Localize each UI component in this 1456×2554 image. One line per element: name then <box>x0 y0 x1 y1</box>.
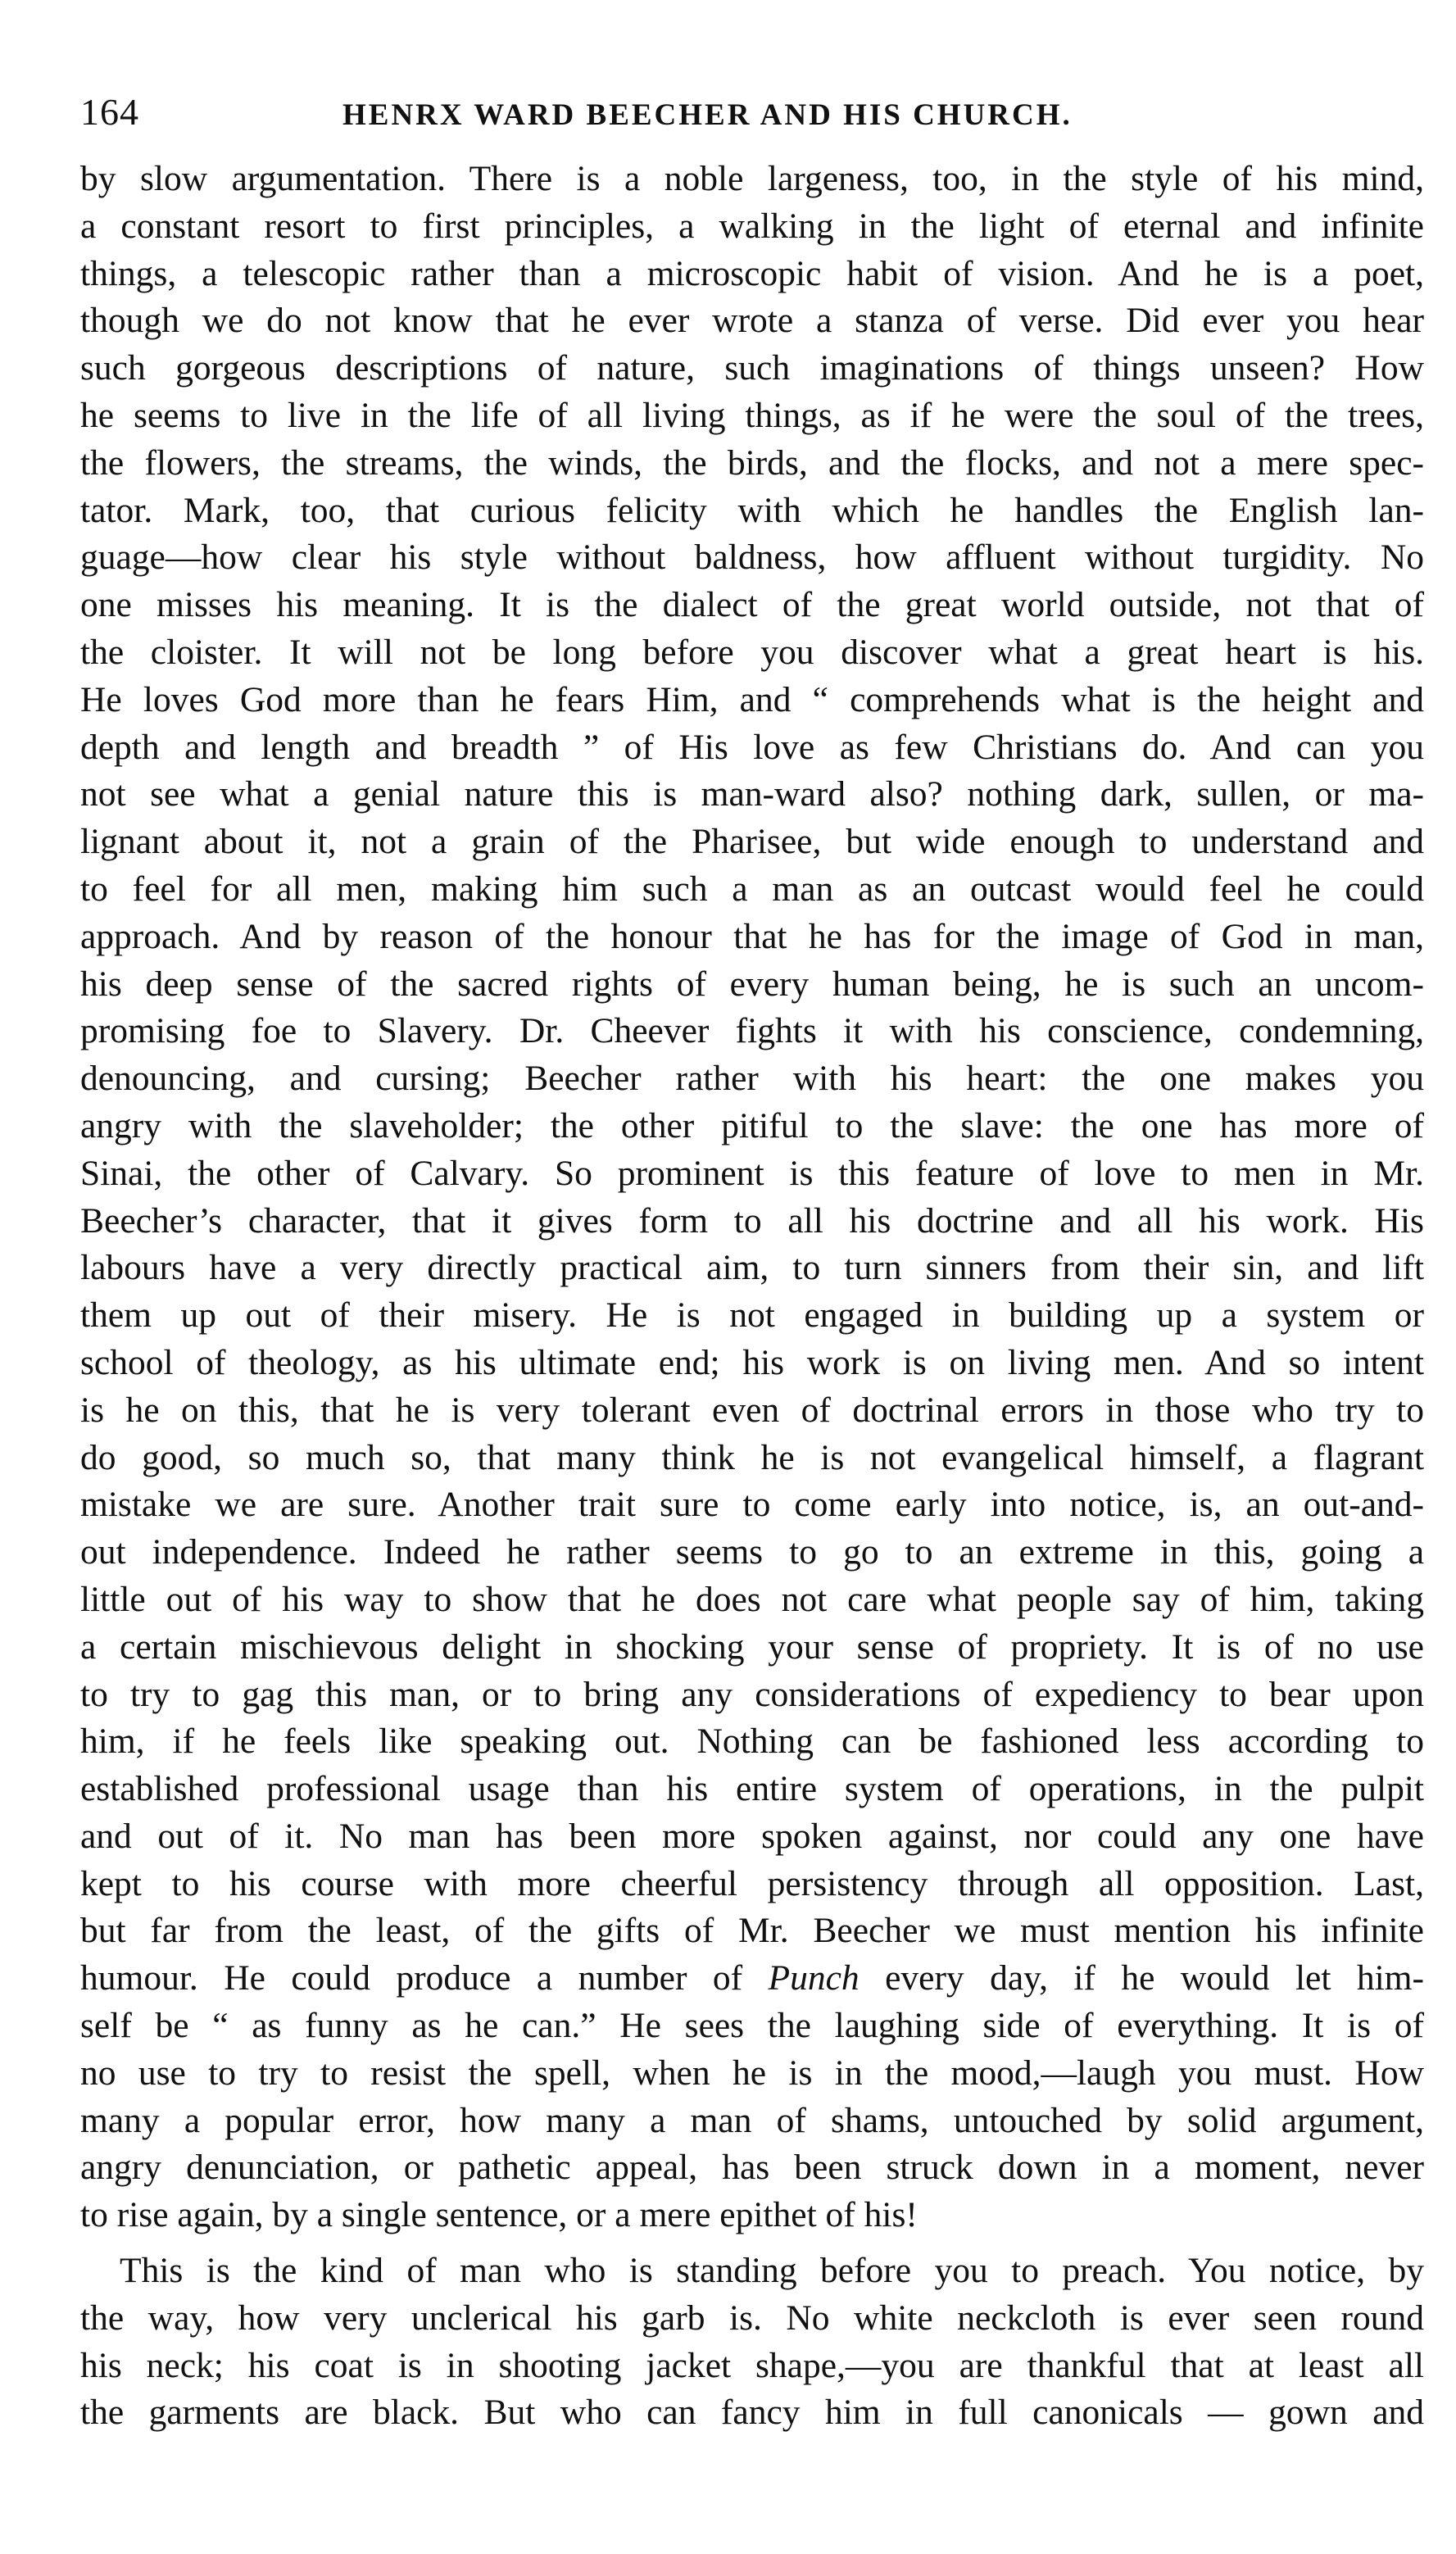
text-line: angry denunciation, or pathetic appeal, has been struck down in a moment, never <box>80 2148 1424 2188</box>
page-header <box>80 90 1427 147</box>
text-line: is he on this, that he is very tolerant even of doctrinal errors in those who try to <box>80 1390 1424 1430</box>
text-line: little out of his way to show that he does not care what people say of him, taking <box>80 1579 1424 1619</box>
text-line: a certain mischievous delight in shocking your sense of propriety. It is of no use <box>80 1626 1424 1667</box>
text-line: to try to gag this man, or to bring any considerations of expediency to bear upon <box>80 1674 1424 1714</box>
text-line: though we do not know that he ever wrote a stanza of verse. Did ever you hear <box>80 301 1424 341</box>
text-line: to rise again, by a single sentence, or a mere epithet of his! <box>80 2195 918 2235</box>
text-line: them up out of their misery. He is not engaged in building up a system or <box>80 1295 1424 1336</box>
text-line: by slow argumentation. There is a noble largeness, too, in the style of his mind, <box>80 159 1424 198</box>
text-line: depth and length and breadth ” of His love as few Christians do. And can you <box>80 727 1424 767</box>
text-line: one misses his meaning. It is the dialect of the great world outside, not that of <box>80 585 1424 625</box>
text-line: the garments are black. But who can fancy him in full canonicals — gown and <box>80 2393 1424 2433</box>
paragraph <box>80 2248 1424 2437</box>
text-line: out independence. Indeed he rather seems to go to an extreme in this, going a <box>80 1532 1424 1572</box>
text-line: guage—how clear his style without baldness, how affluent without turgidity. No <box>80 538 1424 578</box>
text-line: He loves God more than he fears Him, and “ comprehends what is the height and <box>80 679 1424 719</box>
text-line: mistake we are sure. Another trait sure to come early into notice, is, an out-and- <box>80 1485 1424 1525</box>
text-line: established professional usage than his entire system of operations, in the pulpit <box>80 1769 1424 1809</box>
text-line: such gorgeous descriptions of nature, such imaginations of things unseen? How <box>80 348 1424 388</box>
text-line: labours have a very directly practical aim, to turn sinners from their sin, and lift <box>80 1248 1424 1288</box>
text-line: not see what a genial nature this is man-ward also? nothing dark, sullen, or ma- <box>80 774 1424 814</box>
text-line: he seems to live in the life of all living things, as if he were the soul of the trees, <box>80 395 1424 435</box>
text-line: but far from the least, of the gifts of Mr. Beecher we must mention his infinite <box>80 1911 1424 1951</box>
italic-title: Punch <box>768 1958 860 1998</box>
text-line: to feel for all men, making him such a man as an outcast would feel he could <box>80 869 1424 909</box>
running-head: HENRX WARD BEECHER AND HIS CHURCH. <box>342 98 1073 132</box>
text-line: him, if he feels like speaking out. Nothing can be fashioned less according to <box>80 1722 1424 1762</box>
text-line: his neck; his coat is in shooting jacket shape,—you are thankful that at least all <box>80 2345 1424 2385</box>
page-number: 164 <box>80 91 139 133</box>
text-line: the flowers, the streams, the winds, the birds, and the flocks, and not a mere spec- <box>80 442 1424 483</box>
text-line: school of theology, as his ultimate end; his work is on living men. And so intent <box>80 1342 1424 1382</box>
paragraph-gap <box>80 2239 1424 2248</box>
text-line: his deep sense of the sacred rights of every human being, he is such an uncom- <box>80 964 1424 1004</box>
text-line: angry with the slaveholder; the other pitiful to the slave: the one has more of <box>80 1105 1424 1145</box>
text-line: approach. And by reason of the honour that he has for the image of God in man, <box>80 916 1424 956</box>
text-line: a constant resort to first principles, a walking in the light of eternal and infinite <box>80 206 1424 246</box>
text-line: This is the kind of man who is standing before you to preach. You notice, by <box>120 2251 1424 2291</box>
text-line: many a popular error, how many a man of shams, untouched by solid argument, <box>80 2100 1424 2140</box>
text-line: tator. Mark, too, that curious felicity with which he handles the English lan- <box>80 490 1424 530</box>
text-line: do good, so much so, that many think he is not evangelical himself, a flagrant <box>80 1437 1424 1477</box>
text-line: lignant about it, not a grain of the Pharisee, but wide enough to understand and <box>80 822 1424 862</box>
text-line: self be “ as funny as he can.” He sees the laughing side of everything. It is of <box>80 2006 1424 2046</box>
text-line: no use to try to resist the spell, when he is in the mood,—laugh you must. How <box>80 2053 1424 2093</box>
text-line: promising foe to Slavery. Dr. Cheever fights it with his conscience, condemning, <box>80 1011 1424 1051</box>
text-line: humour. He could produce a number of Punch every day, if he would let him- <box>80 1958 1424 1998</box>
text-line: the way, how very unclerical his garb is. No white neckcloth is ever seen round <box>80 2298 1424 2338</box>
text-line: denouncing, and cursing; Beecher rather with his heart: the one makes you <box>80 1059 1424 1099</box>
text-line: and out of it. No man has been more spoken against, nor could any one have <box>80 1816 1424 1856</box>
text-line: the cloister. It will not be long before you discover what a great heart is his. <box>80 632 1424 672</box>
text-line: Beecher’s character, that it gives form to all his doctrine and all his work. His <box>80 1200 1424 1241</box>
paragraph <box>80 156 1424 2239</box>
text-line: kept to his course with more cheerful persistency through all opposition. Last, <box>80 1863 1424 1903</box>
text-line: things, a telescopic rather than a microscopic habit of vision. And he is a poet, <box>80 253 1424 293</box>
body-text <box>80 156 1424 2437</box>
text-line: Sinai, the other of Calvary. So prominent is this feature of love to men in Mr. <box>80 1153 1424 1193</box>
